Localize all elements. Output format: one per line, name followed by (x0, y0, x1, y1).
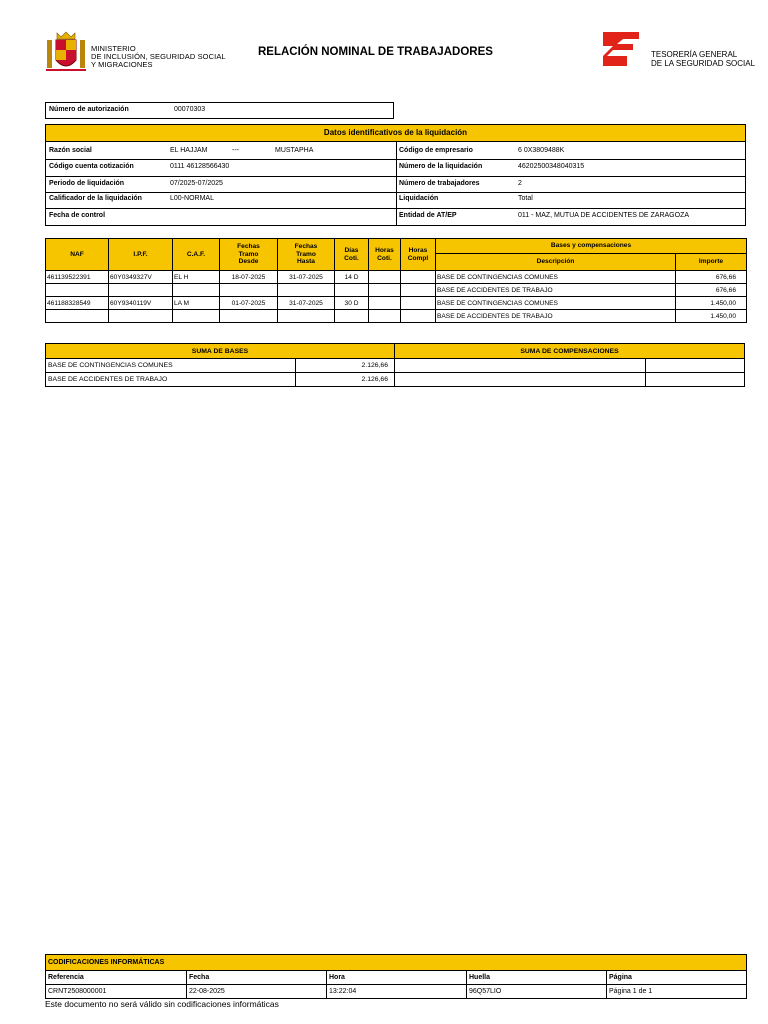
dias-coti-header (335, 239, 369, 271)
huella-header: Huella (467, 971, 607, 985)
header-line: Fechas (237, 243, 260, 251)
liquidacion-tipo-value: Total (518, 195, 533, 202)
fecha-control-label: Fecha de control (49, 212, 106, 219)
codigo-empresario-value: 6 0X3809488K (518, 147, 565, 154)
ipf-cell: 60Y9340119V (109, 297, 173, 310)
codigo-empresario-label: Código de empresario (399, 147, 473, 154)
header-line: Tramo (296, 250, 316, 258)
fecha-header: Fecha (187, 971, 327, 985)
numero-liquidacion-value: 46202500348040315 (518, 163, 585, 170)
tgss-name (651, 50, 755, 68)
header-line: Coti. (344, 254, 359, 262)
entidad-label: Entidad de AT/EP (399, 212, 457, 219)
razon-social-value-1: EL HAJJAM (170, 147, 208, 154)
descripcion-cell: BASE DE CONTINGENCIAS COMUNES (436, 297, 676, 310)
importe-cell: 676,66 (676, 271, 747, 284)
hora-header: Hora (327, 971, 467, 985)
importe-cell: 1.450,00 (676, 297, 747, 310)
huella-value: 96Q57LIO (467, 985, 607, 999)
ministry-line: DE INCLUSIÓN, SEGURIDAD SOCIAL (91, 52, 226, 61)
codificaciones-title: CODIFICACIONES INFORMÁTICAS (46, 955, 747, 971)
suma-compensaciones-title: SUMA DE COMPENSACIONES (395, 344, 745, 359)
descripcion-cell: BASE DE ACCIDENTES DE TRABAJO (436, 284, 676, 297)
razon-social-label: Razón social (49, 147, 92, 154)
ministry-line: MINISTERIO (91, 44, 136, 53)
document-title: RELACIÓN NOMINAL DE TRABAJADORES (258, 46, 493, 58)
bases-header: Bases y compensaciones (436, 239, 747, 254)
header-line: Compl (407, 254, 429, 262)
periodo-value: 07/2025-07/2025 (170, 180, 223, 187)
table-row (395, 359, 745, 373)
workers-table (45, 238, 747, 323)
header-line: Tramo (238, 250, 259, 258)
horas-coti-cell (369, 271, 401, 284)
footer-value-row (46, 985, 747, 999)
liquidacion-tipo-label: Liquidación (399, 195, 439, 202)
footer-header-row (46, 971, 747, 985)
codificaciones-table (45, 954, 747, 999)
liquidation-title: Datos identificativos de la liquidación (323, 128, 468, 137)
row-divider (46, 192, 745, 193)
liquidation-header (46, 125, 745, 142)
column-divider (396, 142, 397, 225)
header-line: Días (344, 247, 359, 254)
suma-bases-title: SUMA DE BASES (46, 344, 395, 359)
row-divider (46, 176, 745, 177)
tgss-line: DE LA SEGURIDAD SOCIAL (651, 59, 756, 68)
horas-coti-header (369, 239, 401, 271)
codigo-cuenta-label: Código cuenta cotización (49, 163, 134, 170)
tgss-logo (603, 32, 639, 66)
numero-liquidacion-label: Número de la liquidación (399, 163, 483, 170)
table-row (46, 359, 395, 373)
razon-social-value-3: MUSTAPHA (275, 147, 314, 154)
suma-label: BASE DE ACCIDENTES DE TRABAJO (46, 373, 296, 387)
numero-trabajadores-label: Número de trabajadores (399, 180, 480, 187)
periodo-label: Periodo de liquidación (49, 180, 125, 187)
suma-label: BASE DE CONTINGENCIAS COMUNES (46, 359, 296, 373)
pagina-value: Página 1 de 1 (607, 985, 747, 999)
importe-cell: 676,66 (676, 284, 747, 297)
horas-compl-header (401, 239, 436, 271)
table-row (46, 284, 747, 297)
ipf-header: I.P.F. (109, 239, 173, 271)
authorization-label: Número de autorización (49, 106, 129, 113)
hora-value: 13:22:04 (327, 985, 467, 999)
fecha-desde-header (220, 239, 278, 271)
header-line: Coti. (377, 254, 392, 262)
calificador-value: L00-NORMAL (170, 195, 214, 202)
horas-compl-cell (401, 297, 436, 310)
coat-of-arms-logo (44, 30, 88, 78)
naf-cell: 461139522391 (46, 271, 109, 284)
numero-trabajadores-value: 2 (518, 180, 522, 187)
hasta-cell: 31-07-2025 (278, 297, 335, 310)
importe-header: Importe (676, 254, 747, 271)
calificador-label: Calificador de la liquidación (49, 195, 142, 202)
razon-social-value-2: --- (232, 147, 239, 154)
caf-cell: LA M (173, 297, 220, 310)
descripcion-header: Descripción (436, 254, 676, 271)
header-line: Fechas (294, 243, 318, 251)
liquidation-section (45, 124, 746, 226)
table-row (46, 297, 747, 310)
descripcion-cell: BASE DE CONTINGENCIAS COMUNES (436, 271, 676, 284)
horas-compl-cell (401, 271, 436, 284)
suma-value: 2.126,66 (296, 373, 395, 387)
referencia-value: CRNT2508000001 (46, 985, 187, 999)
fecha-hasta-header (278, 239, 335, 271)
importe-cell: 1.450,00 (676, 310, 747, 323)
caf-cell: EL H (173, 271, 220, 284)
table-row (46, 373, 395, 387)
table-row (46, 310, 747, 323)
row-divider (46, 159, 745, 160)
codigo-cuenta-value: 0111 46128566430 (170, 163, 230, 170)
header-line: Horas (375, 247, 394, 254)
naf-header: NAF (46, 239, 109, 271)
hasta-cell: 31-07-2025 (278, 271, 335, 284)
header-line: Desde (238, 258, 259, 266)
pagina-header: Página (607, 971, 747, 985)
horas-coti-cell (369, 297, 401, 310)
suma-compensaciones-table (394, 343, 745, 387)
ministry-line: Y MIGRACIONES (91, 60, 153, 69)
referencia-header: Referencia (46, 971, 187, 985)
table-header-row (46, 239, 747, 254)
suma-bases-table (45, 343, 395, 387)
suma-value: 2.126,66 (296, 359, 395, 373)
descripcion-cell: BASE DE ACCIDENTES DE TRABAJO (436, 310, 676, 323)
validity-note: Este documento no será válido sin codificaciones informáticas (45, 999, 279, 1009)
dias-cell: 30 D (335, 297, 369, 310)
authorization-number: 00070303 (174, 106, 206, 113)
dias-cell: 14 D (335, 271, 369, 284)
table-row (395, 373, 745, 387)
header-line: Horas (408, 247, 428, 254)
table-row (46, 271, 747, 284)
caf-header: C.A.F. (173, 239, 220, 271)
header-line: Hasta (297, 258, 315, 266)
tgss-line: TESORERÍA GENERAL (651, 50, 738, 59)
row-divider (46, 208, 745, 209)
fecha-value: 22-08-2025 (187, 985, 327, 999)
ministry-name (91, 45, 226, 69)
authorization-box (45, 102, 394, 119)
ipf-cell: 60Y0349327V (109, 271, 173, 284)
desde-cell: 18-07-2025 (220, 271, 278, 284)
entidad-value: 011 - MAZ, MUTUA DE ACCIDENTES DE ZARAGOZA (518, 212, 690, 219)
desde-cell: 01-07-2025 (220, 297, 278, 310)
naf-cell: 461188328549 (46, 297, 109, 310)
